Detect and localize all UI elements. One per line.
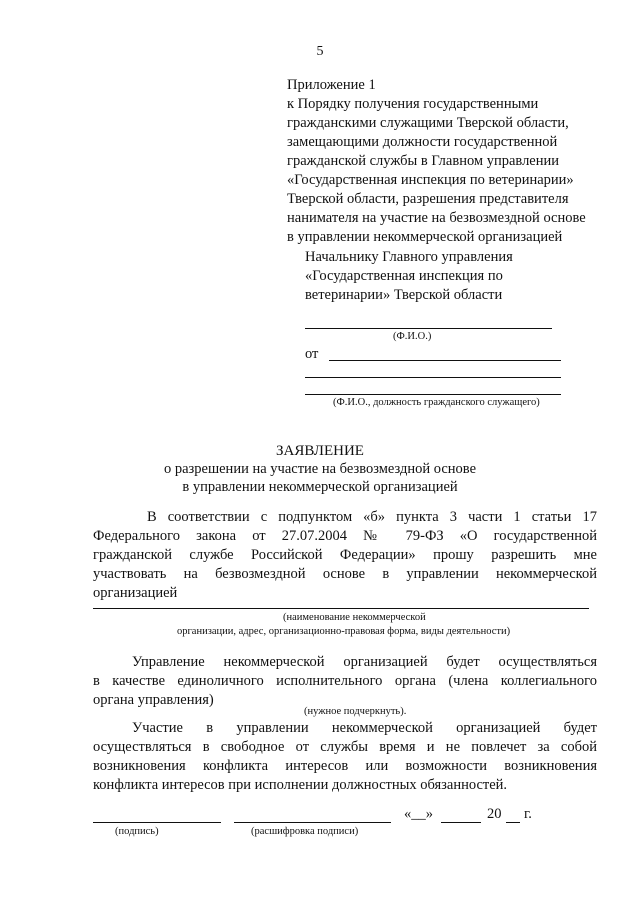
paragraph-role [93, 653, 597, 710]
paragraph-line: органа управления) [93, 692, 214, 708]
appendix-line: гражданской службы в Главном управлении [287, 153, 560, 169]
paragraph-line: Участие в управлении некоммерческой организацией будет [132, 720, 597, 736]
paragraph-line: возникновения конфликта интересов или возможности возникновения [93, 758, 597, 774]
paragraph-line: Федерального закона от 27.07.2004 № 79-ФЗ «О государственной [93, 528, 597, 544]
from-label: от [305, 346, 319, 362]
appendix-line: «Государственная инспекция по ветеринарии» [287, 172, 574, 188]
paragraph-line: конфликта интересов при исполнении должностных обязанностей. [93, 777, 508, 793]
addressee-line: Начальнику Главного управления [305, 249, 513, 265]
appendix-line: замещающими должности государственной [287, 134, 558, 150]
underline-caption: (нужное подчеркнуть). [304, 706, 407, 717]
applicant-line-2[interactable] [305, 377, 561, 378]
organization-line[interactable] [93, 608, 589, 609]
head-fio-line[interactable] [305, 328, 552, 329]
paragraph-line: Управление некоммерческой организацией будет осуществляться [132, 654, 597, 670]
appendix-line: нанимателя на участие на безвозмездной основе [287, 210, 586, 226]
organization-caption: организации, адрес, организационно-правовая форма, виды деятельности) [177, 626, 511, 637]
appendix-line: гражданскими служащими Тверской области, [287, 115, 569, 131]
addressee-line: «Государственная инспекция по [305, 268, 503, 284]
document-title: ЗАЯВЛЕНИЕ [276, 443, 364, 459]
appendix-line: Приложение 1 [287, 77, 376, 93]
date-year-prefix: 20 [487, 806, 502, 822]
head-fio-caption: (Ф.И.О.) [393, 331, 432, 342]
paragraph-line: в качестве единоличного исполнительного органа (члена коллегиального [93, 673, 597, 689]
date-year-line[interactable] [506, 822, 520, 823]
applicant-line-3[interactable] [305, 394, 561, 395]
addressee-block [305, 248, 513, 305]
paragraph-line: В соответствии с подпунктом «б» пункта 3 части 1 статьи 17 [147, 509, 597, 525]
organization-caption: (наименование некоммерческой [283, 612, 426, 623]
addressee-line: ветеринарии» Тверской области [305, 287, 503, 303]
paragraph-line: гражданской службе Российской Федерации» прошу разрешить мне [93, 547, 597, 563]
date-year-suffix: г. [524, 806, 532, 822]
signature-line[interactable] [93, 822, 221, 823]
applicant-line-1[interactable] [329, 360, 561, 361]
date-day: «__» [404, 806, 433, 822]
appendix-line: к Порядку получения государственными [287, 96, 539, 112]
paragraph-request [93, 508, 597, 603]
signature-decoding-line[interactable] [234, 822, 391, 823]
appendix-header [287, 76, 586, 247]
paragraph-conflict [93, 719, 597, 795]
paragraph-line: осуществляться в свободное от службы время и не повлечет за собой [93, 739, 597, 755]
subtitle-line: в управлении некоммерческой организацией [182, 479, 458, 495]
paragraph-line: организацией [93, 585, 178, 601]
paragraph-line: участвовать на безвозмездной основе в управлении некоммерческой [93, 566, 597, 582]
date-month-line[interactable] [441, 822, 481, 823]
signature-decoding-caption: (расшифровка подписи) [251, 826, 359, 837]
appendix-line: Тверской области, разрешения представителя [287, 191, 569, 207]
subtitle-line: о разрешении на участие на безвозмездной основе [163, 461, 477, 477]
signature-caption: (подпись) [115, 826, 159, 837]
page-number: 5 [316, 44, 324, 59]
applicant-caption: (Ф.И.О., должность гражданского служащего) [333, 397, 540, 408]
appendix-line: в управлении некоммерческой организацией [287, 229, 563, 245]
